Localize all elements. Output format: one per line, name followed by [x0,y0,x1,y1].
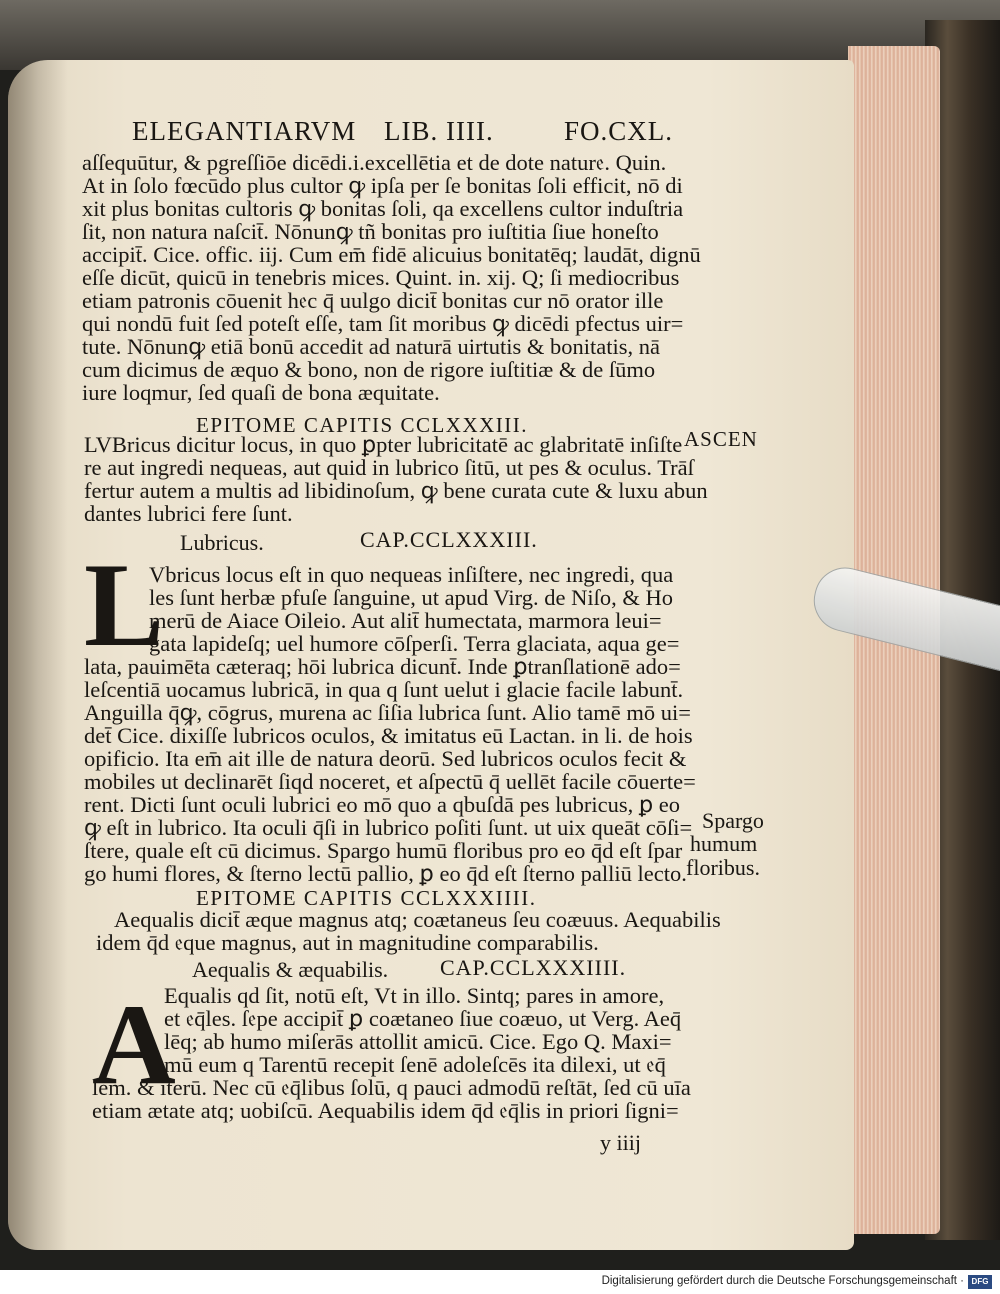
margin-note-floribus: floribus. [686,855,760,880]
drop-capital-2: A [92,981,176,1109]
text-line: eſſe dicūt, quicū in tenebris mices. Quint. in. xij. Q; ſi mediocribus [82,265,680,290]
text-line: ſtere, quale eſt cū dicimus. Spargo humū floribus pro eo q̄d eſt ſpar [84,838,683,863]
text-line: Aequalis dicit̄ æque magnus atq; coætaneus ſeu coæuus. Aequabilis [114,907,721,932]
text-line: dantes lubrici fere ſunt. [84,501,293,526]
chapter-title-2: Aequalis & æquabilis. [192,957,389,982]
chapter-title: Lubricus. [180,530,264,555]
margin-note-spargo: Spargo [702,808,764,833]
text-line: lata, pauimēta cæteraq; hōi lubrica dicunt̄. Inde ꝑtranſlationē ado= [84,654,681,679]
text-line: les ſunt herbæ pfuſe ſanguine, ut apud Virg. de Niſo, & Ho [149,585,673,610]
text-line: qui nondū fuit ſed poteſt eſſe, tam ſit moribus ꝙ dicēdi pfectus uir= [82,311,684,336]
text-line: aſſequūtur, & pgreſſiōe dicēdi.i.excellētia et de dote natur𝔢. Quin. [82,150,667,175]
text-line: iure loqmur, ſed quaſi de bona æquitate. [82,380,440,405]
signature-mark: y iiij [600,1130,641,1155]
margin-note-ascen: ASCEN [684,427,758,451]
dfg-logo: DFG [968,1275,992,1289]
footer-credit: Digitalisierung gefördert durch die Deutsche Forschungsgemeinschaft · [601,1275,964,1287]
text-line: At in ſolo fœcūdo plus cultor ꝙ ipſa per ſe bonitas ſoli efficit, nō di [82,173,683,198]
text-line: Equalis qd ſit, notū eſt, Vt in illo. Sintq; pares in amore, [164,983,665,1008]
epitome-heading-2: EPITOME CAPITIS CCLXXXIIII. [196,886,537,910]
text-line: xit plus bonitas cultoris ꝙ bonitas ſoli, qa excellens cultor induſtria [82,196,684,221]
text-line: accipit̄. Cice. offic. iij. Cum em̄ fidē alicuius bonitatēq; laudāt, dignū [82,242,701,267]
text-line: mū eum q Tarentū recepit ſenē adoleſcēs ita dilexi, ut 𝔢q̄ [164,1052,666,1077]
text-line: rent. Dicti ſunt oculi lubrici eo mō quo a qbuſdā pes lubricus, ꝑ eo [84,792,681,817]
text-line: go humi flores, & ſterno lectū pallio, ꝑ eo q̄d eſt ſterno palliū lecto. [84,861,687,886]
text-line: etiam patronis cōuenit h𝔢c q̄ uulgo dicit̄ bonitas cur nō orator ille [82,288,664,313]
margin-note-humum: humum [690,831,758,856]
gutter-shadow [8,60,68,1250]
text-line: cum dicimus de æquo & bono, non de rigore iuſtitiæ & de ſūmo [82,357,656,382]
text-line: mobiles ut declinarēt ſiqd noceret, et aſpectū q̄ uellēt facile cōuerte= [84,769,696,794]
text-line: LVBricus dicitur locus, in quo ꝑpter lubricitatē ac glabritatē inſiſte [84,432,683,457]
text-line: tute. Nōnunꝙ etiā bonū accedit ad naturā uirtutis & bonitatis, nā [82,334,661,359]
text-line: det̄ Cice. dixiſſe lubricos oculos, & imitatus eū Lactan. in li. de hois [84,723,693,748]
text-line: leſcentiā uocamus lubricā, in qua q ſunt uelut i glacie facile labunt̄. [84,677,684,702]
text-line: lem. & iterū. Nec cū 𝔢q̄libus ſolū, q pauci admodū reſtāt, ſed cū uīa [92,1075,691,1100]
text-line: lēq; ab humo miſerās attollit amicū. Cice. Ego Q. Maxi= [164,1029,672,1054]
text-line: idem q̄d 𝔢que magnus, aut in magnitudine comparabilis. [96,930,599,955]
text-line: Anguilla q̄ꝙ, cōgrus, murena ac ſiſia lubrica ſunt. Alio tamē mō ui= [84,700,691,725]
drop-capital: L [84,538,165,671]
header-folio: FO.CXL. [564,116,674,146]
text-line: ſit, non natura naſcit̄. Nōnunꝙ tñ bonitas pro iuſtitia ſiue honeſto [82,219,659,244]
chapter-number-2: CAP.CCLXXXIIII. [440,955,627,980]
text-line: etiam ætate atq; uobiſcū. Aequabilis idem q̄d 𝔢q̄lis in priori ſigni= [92,1098,679,1123]
epitome-heading: EPITOME CAPITIS CCLXXXIII. [196,413,529,437]
text-line: re aut ingredi nequeas, aut quid in lubrico ſitū, ut pes & oculus. Trāſ [84,455,694,480]
text-line: merū de Aiace Oileio. Aut alit̄ humectata, marmora leui= [149,608,662,633]
running-header [132,116,674,150]
header-title: ELEGANTIARVM [132,116,357,146]
text-line: gata lapideſq; uel humore cōſperſi. Terra glaciata, aqua ge= [149,631,680,656]
text-line: et 𝔢q̄les. ſ𝔢pe accipit̄ ꝑ coætaneo ſiue coæuo, ut Verg. Aeq̄ [164,1006,682,1031]
text-line: fertur autem a multis ad libidinoſum, ꝙ bene curata cute & luxu abun [84,478,708,503]
text-line: ꝙ eſt in lubrico. Ita oculi q̄ſi in lubrico poſiti ſunt. ut uix queāt cōſi= [84,815,693,840]
header-book: LIB. IIII. [384,116,494,146]
text-line: opificio. Ita em̄ ait ille de natura deorū. Sed lubricos oculos fecit & [84,746,687,771]
chapter-number: CAP.CCLXXXIII. [360,527,538,552]
text-line: Vbricus locus eſt in quo nequeas inſiſtere, nec ingredi, qua [149,562,674,587]
